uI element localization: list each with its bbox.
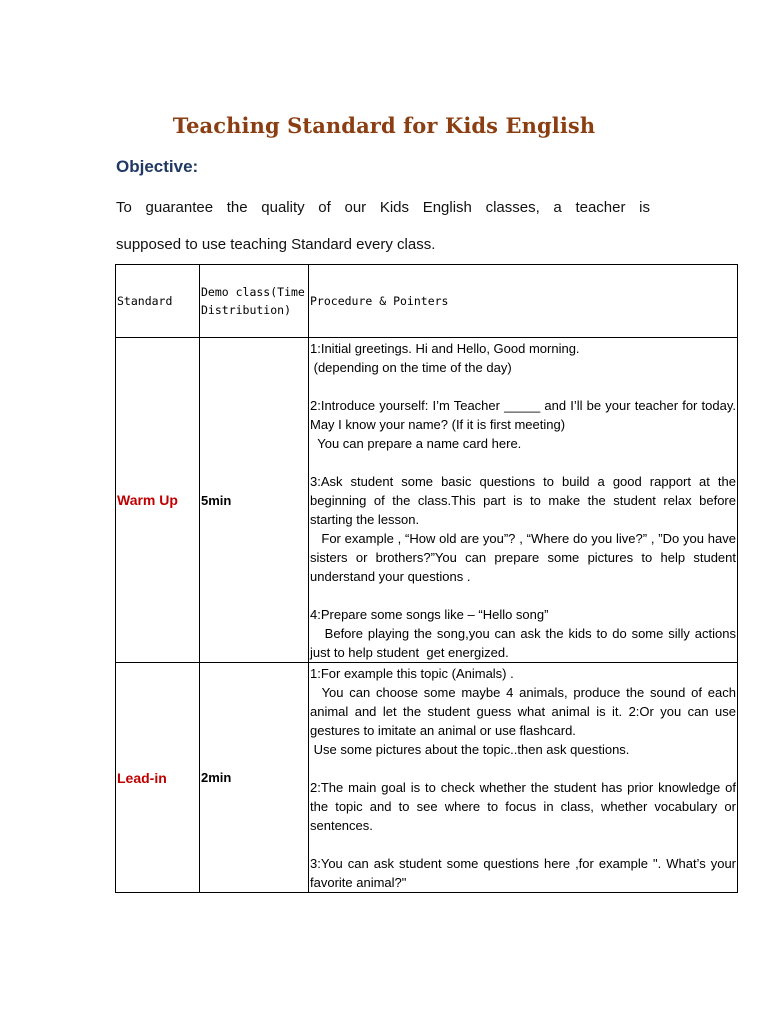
procedure-cell xyxy=(309,663,738,893)
procedure-line: You can prepare a name card here. xyxy=(310,436,522,451)
procedure-line: 3:You can ask student some questions here ,for example ". What’s your favorite animal?" xyxy=(310,856,736,890)
table-row xyxy=(116,338,738,663)
procedure-line: You can choose some maybe 4 animals, produce the sound of each animal and let the student guess what animal is it. 2:Or you can use gestures to imitate an animal or use flashcard. xyxy=(310,685,740,738)
procedure-line: 3:Ask student some basic questions to build a good rapport at the beginning of the class.This part is to make the student relax before starting the lesson. xyxy=(310,474,736,527)
header-demo-class xyxy=(200,265,309,338)
stage-label: Warm Up xyxy=(116,338,200,663)
objective-heading: Objective: xyxy=(116,157,199,176)
procedure-line: Before playing the song,you can ask the kids to do some silly actions just to help student get energized. xyxy=(310,626,740,660)
procedure-line: 4:Prepare some songs like – “Hello song” xyxy=(310,607,549,622)
time-value: 5min xyxy=(200,338,309,663)
intro-text-line-1: To guarantee the quality of our Kids English classes, a teacher is xyxy=(116,199,650,216)
procedure-cell xyxy=(309,338,738,663)
time-value: 2min xyxy=(200,663,309,893)
table-row xyxy=(116,663,738,893)
procedure-line: Use some pictures about the topic..then ask questions. xyxy=(310,742,630,757)
header-procedure: Procedure & Pointers xyxy=(309,265,738,338)
procedure-line: 2:The main goal is to check whether the student has prior knowledge of the topic and to see where to focus in class, whether vocabulary or sentences. xyxy=(310,780,736,833)
procedure-line: For example , “How old are you”? , “Where do you live?” , ”Do you have sisters or brothers?”You can prepare some pictures to help student understand your questions . xyxy=(310,531,740,584)
intro-text-line-2: supposed to use teaching Standard every class. xyxy=(116,236,436,253)
procedure-line: 2:Introduce yourself: I’m Teacher _____ and I’ll be your teacher for today. May I know your name? (If it is first meeting) xyxy=(310,398,736,432)
procedure-line: 1:Initial greetings. Hi and Hello, Good morning. xyxy=(310,341,580,356)
document-title: Teaching Standard for Kids English xyxy=(172,113,596,138)
header-demo-line-1: Demo class(Time xyxy=(201,285,305,299)
header-demo-line-2: Distribution) xyxy=(201,303,292,317)
stage-label: Lead-in xyxy=(116,663,200,893)
header-standard: Standard xyxy=(116,265,200,338)
procedure-line: 1:For example this topic (Animals) . xyxy=(310,666,514,681)
procedure-line: (depending on the time of the day) xyxy=(310,360,512,375)
table-header-row xyxy=(116,265,738,338)
teaching-standard-table xyxy=(115,264,738,893)
